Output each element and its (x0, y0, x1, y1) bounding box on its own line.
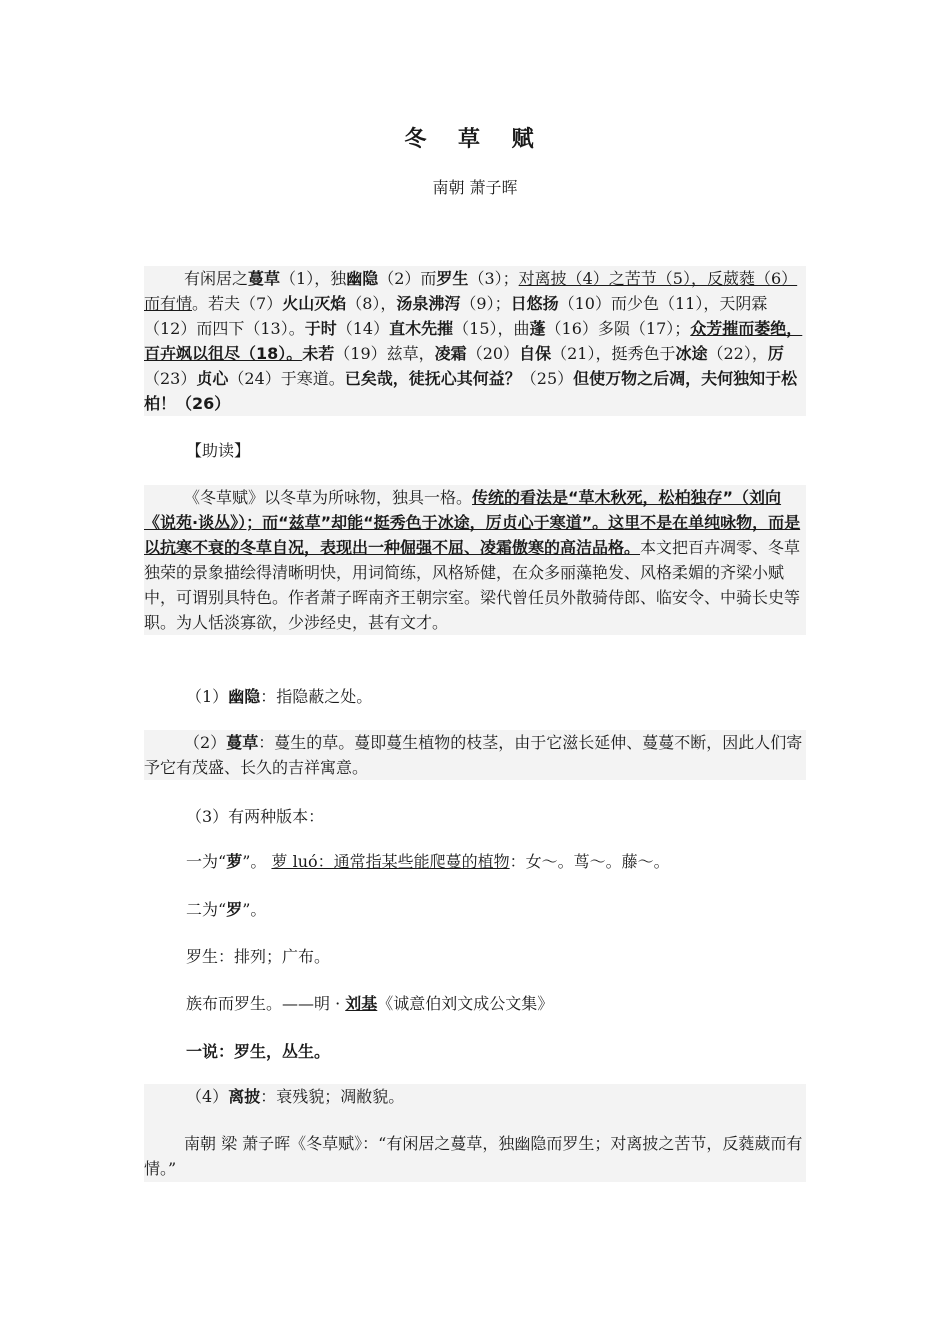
text-run: 自保 (519, 344, 552, 363)
main-text (144, 266, 806, 416)
text-run: ：女～。茑～。藤～。 (509, 852, 670, 871)
text-run: 本文把百卉凋零、冬草独荣的景象描绘得清晰明快，用词简练，风格矫健，在众多丽藻艳发、风格柔媚的齐梁小赋中，可谓别具特色。作者萧子晖南齐王朝宗室。梁代曾任员外散骑侍郎、临安令、中骑长史等职。为人恬淡寡欲，少涉经史，甚有文才。 (144, 538, 801, 632)
text-run: 萝 luó：通常指某些能爬蔓的植物 (271, 852, 510, 871)
text-run: （25） (520, 369, 574, 388)
note-4-quote: 南朝 梁 萧子晖《冬草赋》：“有闲居之蔓草，独幽隐而罗生；对离披之苦节，反蕤葳而有情。” (144, 1134, 803, 1178)
note-3-meaning: 罗生：排列；广布。 (186, 947, 331, 966)
note-2 (144, 730, 806, 780)
text-run: （20） (466, 344, 520, 363)
text-run: （14） (336, 319, 390, 338)
text-run: （2）而 (378, 269, 437, 288)
guide-paragraph (144, 485, 806, 635)
text-run: 于时 (304, 319, 337, 338)
text-run: ”。 (242, 852, 272, 871)
text-run: （1），独 (280, 269, 347, 288)
text-run: （2） (184, 733, 227, 752)
text-run: 直木先摧 (389, 319, 454, 338)
text-run: （24）于寒道。 (228, 369, 345, 388)
text-run: 汤泉沸泻 (396, 294, 461, 313)
text-run: （22）， (707, 344, 768, 363)
text-run: （8）， (346, 294, 397, 313)
text-run: （1） (186, 687, 229, 706)
text-run: 罗 (226, 900, 243, 919)
text-run: （4） (186, 1087, 229, 1106)
text-run: 幽隐 (346, 269, 379, 288)
text-run: 厉 (767, 344, 784, 363)
text-run: 罗生 (436, 269, 469, 288)
text-run: 蓬 (529, 319, 546, 338)
text-run: 对离披（4）之苦节（5），反葳蕤（6）而有情 (144, 269, 798, 313)
text-run: ：蔓生的草。蔓即蔓生植物的枝茎，由于它滋长延伸、蔓蔓不断，因此人们寄予它有茂盛、长久的吉祥寓意。 (144, 733, 803, 777)
text-run: 蔓草 (226, 733, 259, 752)
note-1 (186, 684, 372, 709)
text-run: （16）多陨（17）； (545, 319, 691, 338)
text-run: 传统的看法是“草木秋死，松柏独存”（刘向《说苑·谈丛》）；而“兹草”却能“挺秀色于冰途，厉贞心于寒道”。这里不是在单纯咏物，而是以抗寒不衰的冬草自况，表现出一种倔强不屈、凌霜傲寒的高洁品格。 (144, 488, 801, 557)
text-run: 刘基 (345, 994, 378, 1013)
text-run: 离披 (228, 1087, 261, 1106)
text-run: ”。 (242, 900, 267, 919)
text-run: 众芳摧而萎绝，百卉飒以徂尽（18）。 (144, 319, 803, 363)
text-run: （21），挺秀色于 (551, 344, 676, 363)
text-run: ：指隐蔽之处。 (260, 687, 373, 706)
author-line: 南朝 萧子晖 (432, 178, 518, 197)
reading-guide-label: 【助读】 (186, 441, 251, 460)
text-run: 未若 (302, 344, 335, 363)
text-run: 贞心 (196, 369, 229, 388)
text-run: 冰途 (675, 344, 708, 363)
page-title: 冬 草 赋 (404, 127, 546, 152)
note-3-title: （3）有两种版本： (186, 807, 325, 826)
text-run: 已矣哉，徒抚心其何益？ (344, 369, 521, 388)
text-run: 萝 (226, 852, 243, 871)
text-run: ：衰残貌；凋敝貌。 (260, 1087, 405, 1106)
text-run: 二为“ (186, 900, 227, 919)
text-run: （9）； (460, 294, 511, 313)
text-run: 蔓草 (248, 269, 281, 288)
text-run: 火山灭焰 (282, 294, 347, 313)
note-3-example (186, 991, 553, 1016)
text-run: （15），曲 (453, 319, 530, 338)
text-run: 。若夫（7） (192, 294, 283, 313)
text-run: 一为“ (186, 852, 227, 871)
text-run: 但使万物之后凋，夫何独知于松柏！（26） (144, 369, 798, 413)
note-4-box (144, 1084, 806, 1182)
text-run: 族布而罗生。——明 · (186, 994, 346, 1013)
note-3-version-a (186, 849, 670, 874)
note-3-alt-meaning: 一说：罗生，丛生。 (186, 1042, 331, 1061)
note-3-version-b (186, 897, 266, 922)
text-run: 《诚意伯刘文成公文集》 (377, 994, 554, 1013)
text-run: （19）兹草， (334, 344, 435, 363)
text-run: （10）而少色（11），天阴霖（12）而四下（13）。 (144, 294, 768, 338)
text-run: （23） (144, 369, 197, 388)
text-run: 凌霜 (434, 344, 467, 363)
text-run: 日悠扬 (510, 294, 559, 313)
text-run: 幽隐 (228, 687, 261, 706)
text-run: 有闲居之 (184, 269, 249, 288)
text-run: 《冬草赋》以冬草为所咏物，独具一格。 (184, 488, 473, 507)
text-run: （3）； (468, 269, 519, 288)
note-4 (144, 1084, 806, 1131)
